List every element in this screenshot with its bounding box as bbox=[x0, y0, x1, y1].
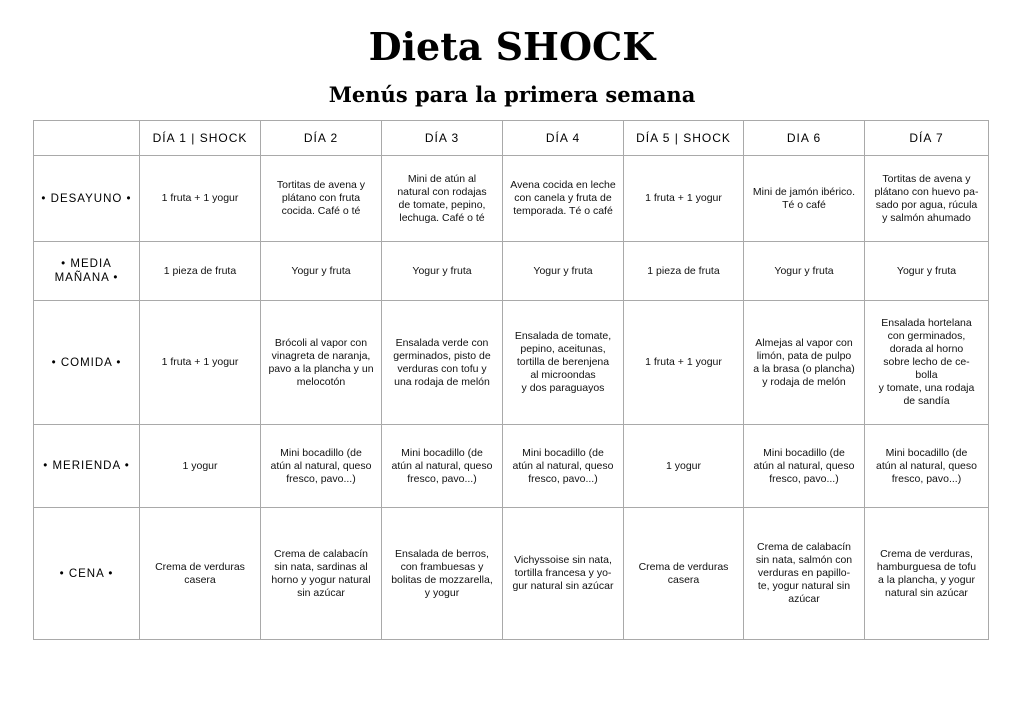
menu-cell: Yogur y fruta bbox=[865, 242, 989, 301]
document-subtitle: Menús para la primera semana bbox=[328, 82, 696, 107]
header-row bbox=[34, 121, 989, 156]
menu-cell: Almejas al vapor con limón, pata de pulpo a la brasa (o plancha) y rodaja de melón bbox=[744, 301, 865, 425]
meal-row-comida bbox=[34, 301, 989, 425]
header-day-4: DÍA 4 bbox=[503, 121, 624, 156]
row-label-comida: • COMIDA • bbox=[34, 301, 140, 425]
menu-cell: Mini bocadillo (de atún al natural, queso fresco, pavo...) bbox=[261, 425, 382, 508]
menu-cell: Brócoli al vapor con vinagreta de naranja, pavo a la plancha y un melocotón bbox=[261, 301, 382, 425]
menu-cell: Yogur y fruta bbox=[382, 242, 503, 301]
row-label-merienda: • MERIENDA • bbox=[34, 425, 140, 508]
meal-row-desayuno bbox=[34, 156, 989, 242]
header-day-6: DIA 6 bbox=[744, 121, 865, 156]
header-corner-cell bbox=[34, 121, 140, 156]
menu-cell: Tortitas de avena y plátano con fruta cocida. Café o té bbox=[261, 156, 382, 242]
header-day-7: DÍA 7 bbox=[865, 121, 989, 156]
menu-cell: Ensalada verde con germinados, pisto de verduras con tofu y una rodaja de melón bbox=[382, 301, 503, 425]
menu-cell: 1 fruta + 1 yogur bbox=[624, 156, 744, 242]
menu-cell: Crema de verduras casera bbox=[140, 508, 261, 640]
menu-cell: Yogur y fruta bbox=[261, 242, 382, 301]
row-label-desayuno: • DESAYUNO • bbox=[34, 156, 140, 242]
row-label-cena: • CENA • bbox=[34, 508, 140, 640]
menu-cell: 1 fruta + 1 yogur bbox=[624, 301, 744, 425]
header-day-2: DÍA 2 bbox=[261, 121, 382, 156]
menu-cell: 1 fruta + 1 yogur bbox=[140, 156, 261, 242]
menu-cell: Crema de calabacín sin nata, salmón con verduras en papillo- te, yogur natural sin azúcar bbox=[744, 508, 865, 640]
document-title: Dieta SHOCK bbox=[368, 24, 656, 69]
menu-cell: Mini bocadillo (de atún al natural, queso fresco, pavo...) bbox=[503, 425, 624, 508]
menu-cell: Mini de atún al natural con rodajas de tomate, pepino, lechuga. Café o té bbox=[382, 156, 503, 242]
menu-cell: Tortitas de avena y plátano con huevo pa- sado por agua, rúcula y salmón ahumado bbox=[865, 156, 989, 242]
meal-row-media-manana bbox=[34, 242, 989, 301]
menu-cell: Ensalada de berros, con frambuesas y bolitas de mozzarella, y yogur bbox=[382, 508, 503, 640]
menu-cell: Mini bocadillo (de atún al natural, queso fresco, pavo...) bbox=[382, 425, 503, 508]
menu-cell: 1 pieza de fruta bbox=[140, 242, 261, 301]
weekly-menu-table bbox=[33, 120, 989, 640]
menu-cell: Ensalada de tomate, pepino, aceitunas, tortilla de berenjena al microondas y dos paraguayos bbox=[503, 301, 624, 425]
menu-cell: Mini bocadillo (de atún al natural, queso fresco, pavo...) bbox=[744, 425, 865, 508]
menu-cell: Vichyssoise sin nata, tortilla francesa y yo- gur natural sin azúcar bbox=[503, 508, 624, 640]
meal-row-cena bbox=[34, 508, 989, 640]
menu-cell: 1 pieza de fruta bbox=[624, 242, 744, 301]
menu-cell: Yogur y fruta bbox=[503, 242, 624, 301]
row-label-media-manana: • MEDIA MAÑANA • bbox=[34, 242, 140, 301]
menu-cell: 1 fruta + 1 yogur bbox=[140, 301, 261, 425]
menu-cell: Crema de verduras, hamburguesa de tofu a la plancha, y yogur natural sin azúcar bbox=[865, 508, 989, 640]
menu-cell: Crema de verduras casera bbox=[624, 508, 744, 640]
menu-cell: Mini bocadillo (de atún al natural, queso fresco, pavo...) bbox=[865, 425, 989, 508]
header-day-5: DÍA 5 | SHOCK bbox=[624, 121, 744, 156]
menu-cell: 1 yogur bbox=[140, 425, 261, 508]
meal-row-merienda bbox=[34, 425, 989, 508]
menu-cell: Crema de calabacín sin nata, sardinas al horno y yogur natural sin azúcar bbox=[261, 508, 382, 640]
menu-cell: 1 yogur bbox=[624, 425, 744, 508]
menu-cell: Mini de jamón ibérico. Té o café bbox=[744, 156, 865, 242]
header-day-3: DÍA 3 bbox=[382, 121, 503, 156]
menu-cell: Yogur y fruta bbox=[744, 242, 865, 301]
menu-cell: Ensalada hortelana con germinados, dorada al horno sobre lecho de ce- bolla y tomate, una rodaja de sandía bbox=[865, 301, 989, 425]
header-day-1: DÍA 1 | SHOCK bbox=[140, 121, 261, 156]
menu-cell: Avena cocida en leche con canela y fruta de temporada. Té o café bbox=[503, 156, 624, 242]
